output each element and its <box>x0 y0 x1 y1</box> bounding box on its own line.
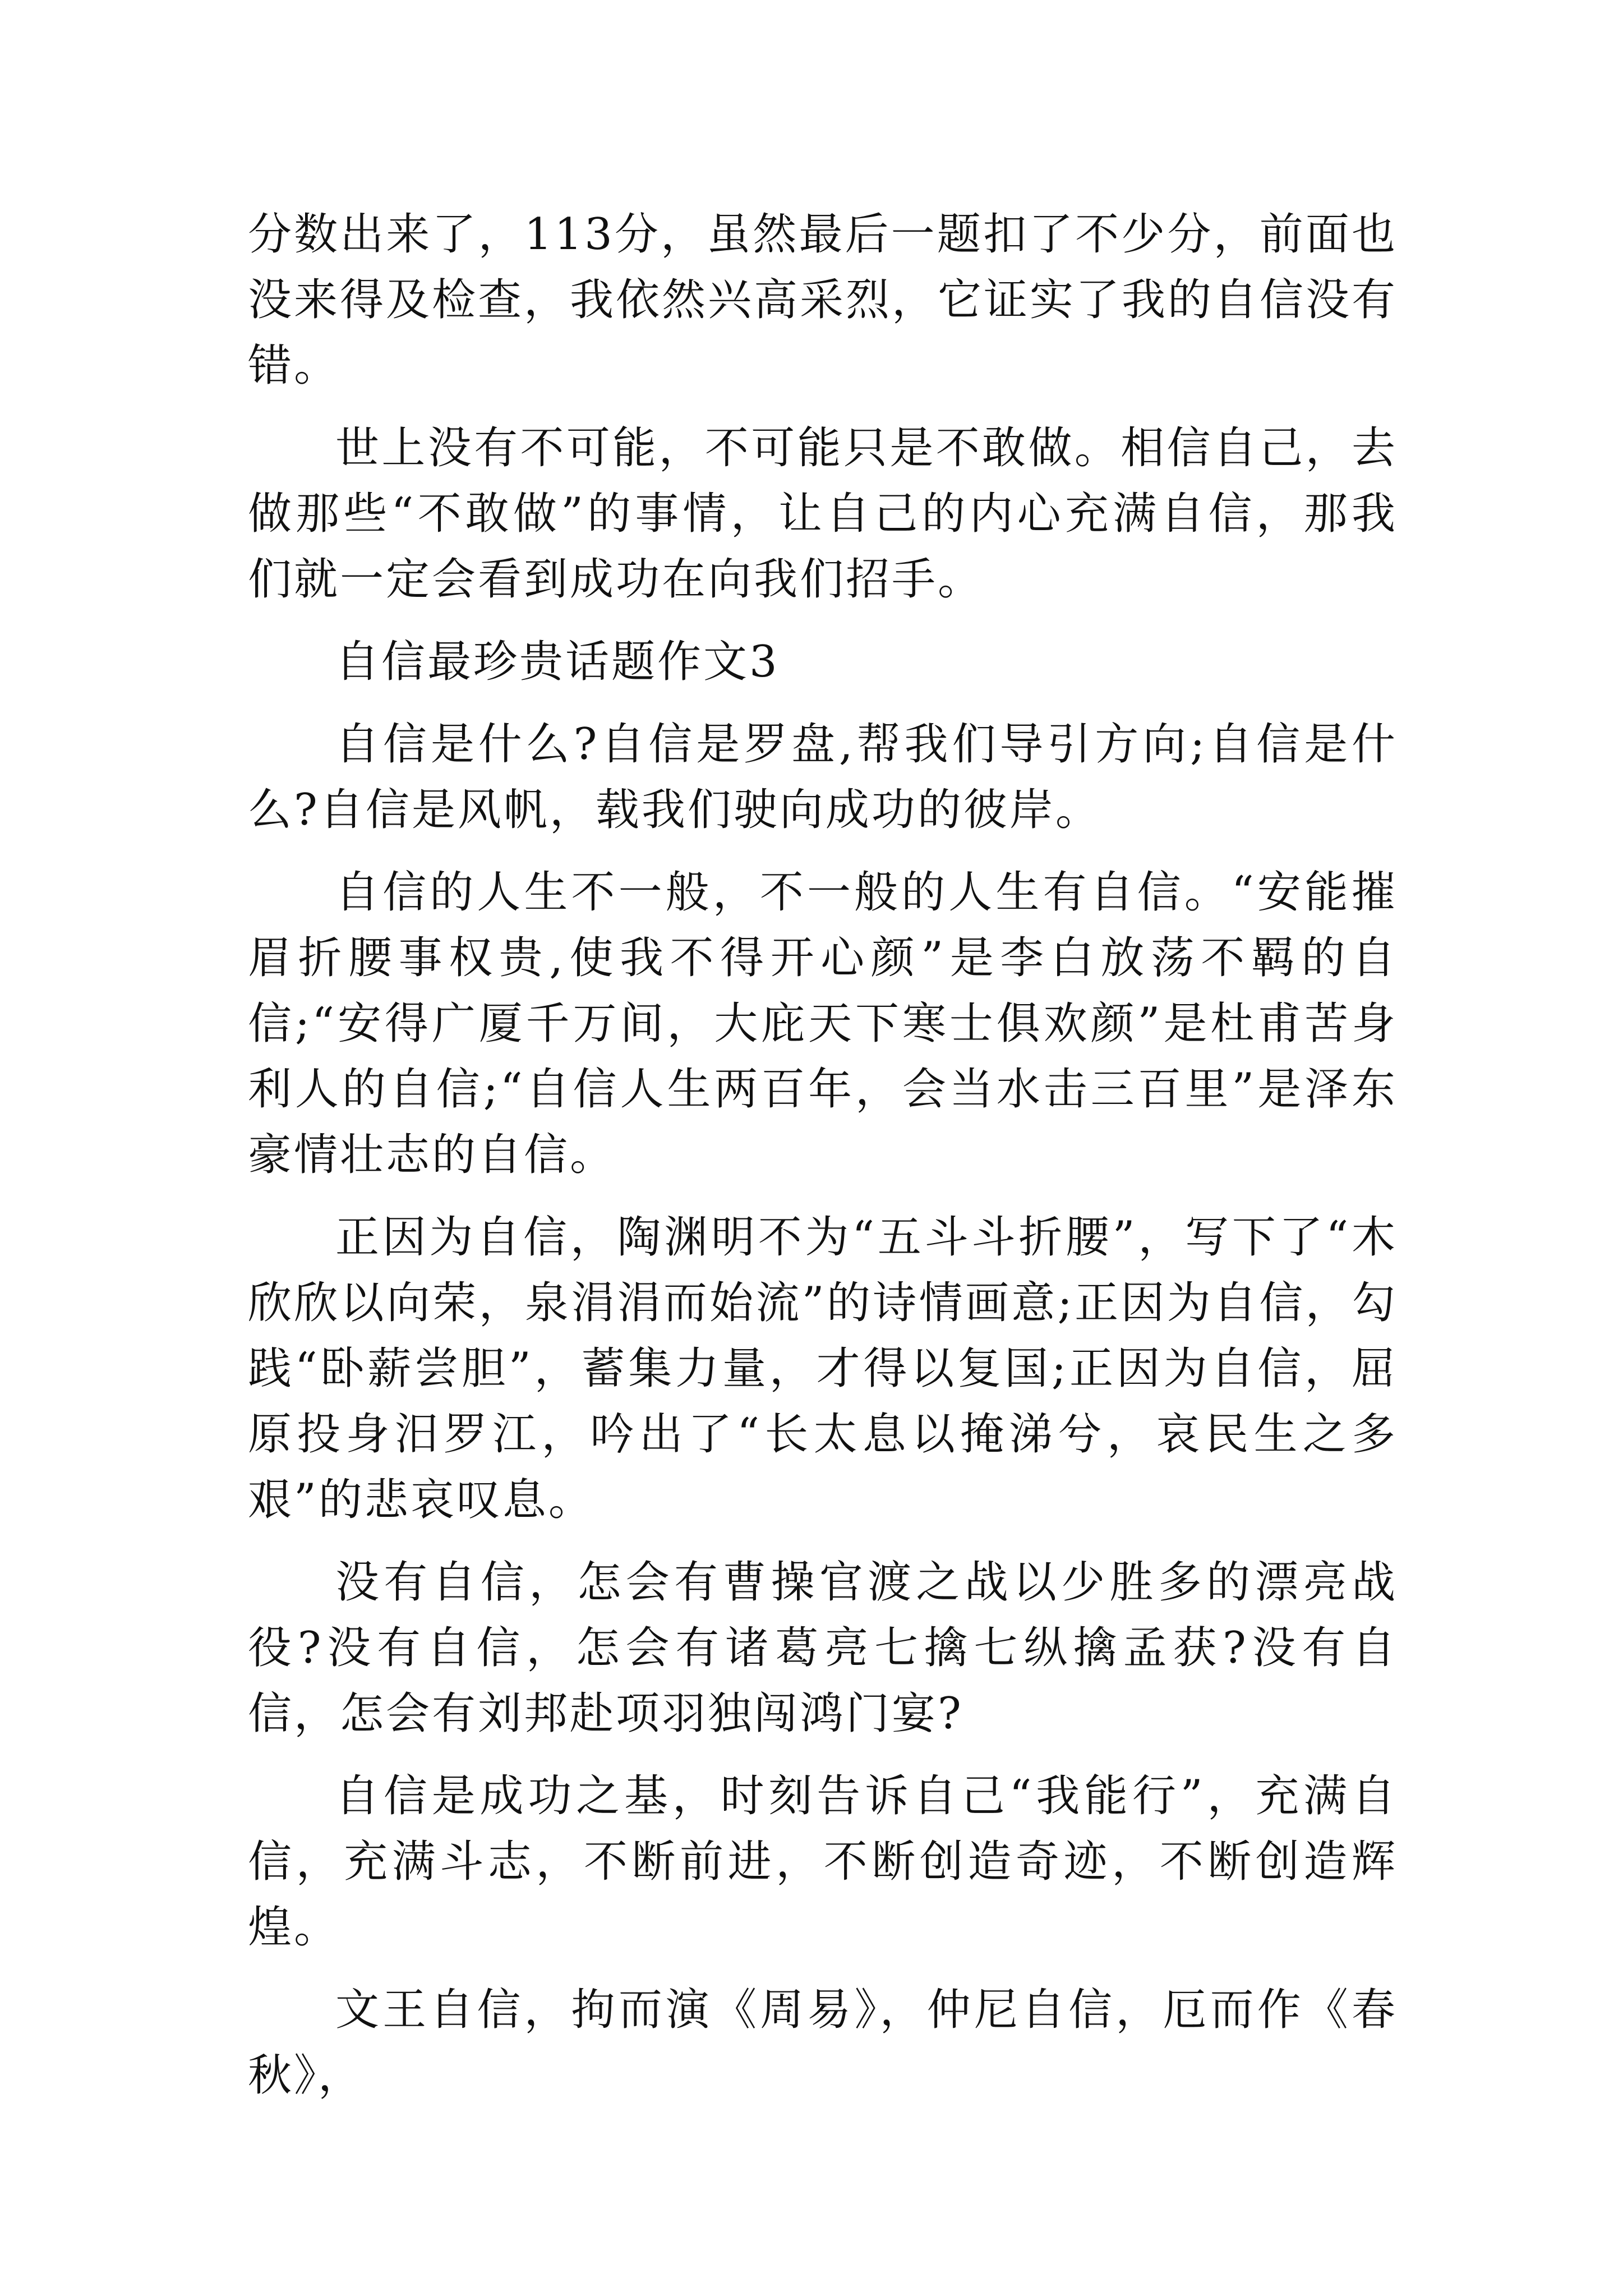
paragraph: 世上没有不可能，不可能只是不敢做。相信自己，去做那些“不敢做”的事情，让自己的内心充满自信，那我们就一定会看到成功在向我们招手。 <box>248 423 1398 605</box>
paragraph: 自信是什么?自信是罗盘,帮我们导引方向;自信是什么?自信是风帆，载我们驶向成功的彼岸。 <box>248 719 1398 835</box>
paragraph: 分数出来了，113分，虽然最后一题扣了不少分，前面也没来得及检查，我依然兴高采烈，它证实了我的自信没有错。 <box>248 209 1398 391</box>
paragraph: 自信是成功之基，时刻告诉自己“我能行”，充满自信，充满斗志，不断前进，不断创造奇迹，不断创造辉煌。 <box>248 1771 1398 1953</box>
section-heading: 自信最珍贵话题作文3 <box>335 637 780 687</box>
paragraph: 自信的人生不一般，不一般的人生有自信。“安能摧眉折腰事权贵,使我不得开心颜”是李白放荡不羁的自信;“安得广厦千万间，大庇天下寒士俱欢颜”是杜甫苦身利人的自信;“自信人生两百年，会当水击三百里”是泽东豪情壮志的自信。 <box>248 867 1398 1180</box>
paragraph: 文王自信，拘而演《周易》，仲尼自信，厄而作《春秋》， <box>248 1985 1398 2101</box>
document-body <box>248 202 1398 2125</box>
paragraph: 没有自信，怎会有曹操官渡之战以少胜多的漂亮战役?没有自信，怎会有诸葛亮七擒七纵擒孟获?没有自信，怎会有刘邦赴项羽独闯鸿门宴? <box>248 1557 1398 1739</box>
paragraph: 正因为自信，陶渊明不为“五斗斗折腰”，写下了“木欣欣以向荣，泉涓涓而始流”的诗情画意;正因为自信，勾践“卧薪尝胆”，蓄集力量，才得以复国;正因为自信，屈原投身汨罗江，吟出了“长太息以掩涕兮，哀民生之多艰”的悲哀叹息。 <box>248 1212 1398 1525</box>
